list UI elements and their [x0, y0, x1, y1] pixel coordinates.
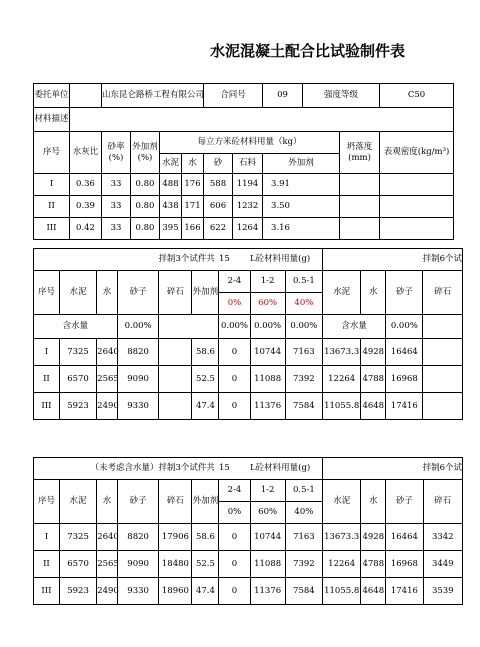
row-cement: 395	[160, 218, 182, 240]
row-density	[380, 196, 454, 218]
row-cement: 7325	[59, 339, 96, 366]
row-g3: 7584	[285, 393, 322, 420]
row-r-stone: 3539	[423, 578, 462, 605]
batch1-g2: 1-2	[250, 271, 285, 293]
row-wc: 0.36	[70, 174, 102, 196]
batch1-h-sand: 砂子	[117, 271, 158, 315]
batch1-banner-right: 拌制6个试	[323, 249, 463, 271]
row-r-stone	[423, 339, 463, 366]
row-sand-ratio: 33	[102, 196, 131, 218]
design-h-wc: 水灰比	[70, 132, 102, 174]
table-row	[34, 393, 463, 420]
row-sand: 606	[204, 196, 233, 218]
batch2-h-admix: 外加剂	[192, 480, 219, 524]
table-row	[34, 578, 463, 605]
row-water: 2490	[97, 578, 118, 605]
row-admix: 58.6	[192, 524, 219, 551]
row-g3: 7163	[285, 524, 322, 551]
batch1-r-cement: 水泥	[323, 271, 361, 315]
row-stone: 1232	[233, 196, 263, 218]
row-r-sand: 16464	[386, 339, 423, 366]
row-admix: 3.16	[263, 218, 340, 240]
row-stone	[159, 393, 192, 420]
batch2-r-stone: 碎石	[423, 480, 462, 524]
batch2-g1: 2-4	[219, 480, 250, 502]
row-sand: 8820	[117, 339, 158, 366]
row-r-cement: 11055.8	[323, 393, 361, 420]
row-seq: I	[34, 174, 70, 196]
design-h-group: 每立方米砼材料用量（kg）	[160, 132, 340, 154]
row-stone: 1264	[233, 218, 263, 240]
row-water: 176	[182, 174, 204, 196]
row-stone: 18960	[159, 578, 192, 605]
row-r-water: 4928	[361, 524, 386, 551]
row-cement: 6570	[59, 366, 96, 393]
batch2-p2: 60%	[250, 502, 285, 524]
batch1-banner-b: L砼材料用量(g)	[250, 249, 323, 271]
row-additive: 0.80	[131, 196, 160, 218]
design-h-water: 水	[182, 154, 204, 174]
row-stone	[159, 339, 192, 366]
row-admix: 52.5	[192, 366, 219, 393]
row-r-sand: 17416	[386, 393, 423, 420]
row-water: 171	[182, 196, 204, 218]
table-row	[34, 196, 454, 218]
row-g1: 0	[219, 524, 250, 551]
row-admix: 47.4	[192, 393, 219, 420]
table-row	[34, 551, 463, 578]
design-h-admix: 外加剂	[263, 154, 340, 174]
design-h-cement: 水泥	[160, 154, 182, 174]
row-cement: 6570	[59, 551, 96, 578]
row-admix: 3.50	[263, 196, 340, 218]
row-sand-ratio: 33	[102, 218, 131, 240]
row-admix: 47.4	[192, 578, 219, 605]
contract-label: 合同号	[204, 84, 263, 108]
batch1-banner-a: 拌制3个试件共	[34, 249, 219, 271]
table-row	[34, 366, 463, 393]
row-water: 2640	[97, 339, 118, 366]
batch2-p1: 0%	[219, 502, 250, 524]
batch1-banner-n: 15	[219, 249, 250, 271]
row-stone	[159, 366, 192, 393]
row-sand: 588	[204, 174, 233, 196]
row-r-sand: 16968	[386, 366, 423, 393]
batch1-moist-g2: 0.00%	[250, 315, 285, 339]
row-seq: II	[34, 366, 60, 393]
row-g2: 11088	[250, 551, 285, 578]
table-row	[34, 218, 454, 240]
design-h-additive: 外加剂(%)	[131, 132, 160, 174]
batch1-moist-label-r: 含水量	[323, 315, 386, 339]
row-r-water: 4788	[361, 551, 386, 578]
row-seq: III	[34, 578, 60, 605]
row-r-stone: 3342	[423, 524, 462, 551]
row-g1: 0	[219, 393, 250, 420]
row-r-stone: 3449	[423, 551, 462, 578]
row-g3: 7584	[285, 578, 322, 605]
row-slump	[340, 196, 380, 218]
row-wc: 0.39	[70, 196, 102, 218]
row-sand: 9090	[117, 551, 158, 578]
batch2-banner-right: 拌制6个试	[323, 458, 463, 480]
batch1-moist-g1: 0.00%	[219, 315, 250, 339]
row-g1: 0	[219, 578, 250, 605]
row-seq: II	[34, 196, 70, 218]
row-seq: III	[34, 218, 70, 240]
row-sand-ratio: 33	[102, 174, 131, 196]
batch2-h-seq: 序号	[34, 480, 60, 524]
page-title: 水泥混凝土配合比试验制件表	[210, 42, 406, 60]
row-g1: 0	[219, 339, 250, 366]
contract-value: 09	[263, 84, 303, 108]
row-r-water: 4928	[361, 339, 386, 366]
design-table	[33, 83, 454, 240]
row-density	[380, 218, 454, 240]
batch1-r-water: 水	[361, 271, 386, 315]
batch1-p3: 40%	[285, 293, 322, 315]
grade-label: 强度等级	[303, 84, 380, 108]
row-g1: 0	[219, 551, 250, 578]
row-water: 2565	[97, 551, 118, 578]
row-wc: 0.42	[70, 218, 102, 240]
row-r-sand: 16464	[386, 524, 423, 551]
row-cement: 5923	[59, 393, 96, 420]
row-water: 166	[182, 218, 204, 240]
batch2-h-sand: 砂子	[117, 480, 158, 524]
row-seq: I	[34, 339, 60, 366]
batch2-g2: 1-2	[250, 480, 285, 502]
row-r-stone	[423, 366, 463, 393]
batch1-g1: 2-4	[219, 271, 250, 293]
row-r-cement: 12264	[323, 366, 361, 393]
batch2-banner-a: （未考虑含水量）拌制3个试件共	[34, 458, 219, 480]
client-label: 委托单位	[34, 84, 70, 108]
batch1-moist-sand: 0.00%	[117, 315, 158, 339]
row-g3: 7163	[285, 339, 322, 366]
row-seq: II	[34, 551, 60, 578]
row-sand: 9330	[117, 578, 158, 605]
row-r-cement: 13673.3	[323, 524, 361, 551]
row-sand: 9090	[117, 366, 158, 393]
batch2-banner-b: L砼材料用量(g)	[250, 458, 323, 480]
batch2-banner-n: 15	[219, 458, 250, 480]
batch1-p1: 0%	[219, 293, 250, 315]
table-row	[34, 339, 463, 366]
row-r-cement: 11055.8	[323, 578, 361, 605]
batch1-h-water: 水	[97, 271, 118, 315]
batch2-r-sand: 砂子	[386, 480, 423, 524]
row-r-water: 4648	[361, 578, 386, 605]
row-additive: 0.80	[131, 218, 160, 240]
batch1-moist-sand-r: 0.00%	[386, 315, 423, 339]
batch2-table	[33, 457, 463, 605]
batch2-h-water: 水	[97, 480, 118, 524]
row-stone: 18480	[159, 551, 192, 578]
row-r-stone	[423, 393, 463, 420]
row-g2: 11088	[250, 366, 285, 393]
material-label: 材料描述	[34, 108, 70, 132]
row-stone: 17906	[159, 524, 192, 551]
design-h-sand-ratio: 砂率(%)	[102, 132, 131, 174]
batch2-p3: 40%	[285, 502, 322, 524]
row-slump	[340, 174, 380, 196]
client-value: 山东昆仑路桥工程有限公司	[102, 84, 204, 108]
row-g2: 11376	[250, 578, 285, 605]
batch1-p2: 60%	[250, 293, 285, 315]
row-sand: 9330	[117, 393, 158, 420]
row-g2: 10744	[250, 339, 285, 366]
row-seq: III	[34, 393, 60, 420]
row-seq: I	[34, 524, 60, 551]
batch1-r-stone: 碎石	[423, 271, 463, 315]
row-g3: 7392	[285, 551, 322, 578]
row-water: 2490	[97, 393, 118, 420]
row-cement: 5923	[59, 578, 96, 605]
batch2-h-stone: 碎石	[159, 480, 192, 524]
row-r-sand: 17416	[386, 578, 423, 605]
design-h-seq: 序号	[34, 132, 70, 174]
row-admix: 58.6	[192, 339, 219, 366]
design-h-stone: 石料	[233, 154, 263, 174]
row-g1: 0	[219, 366, 250, 393]
batch1-g3: 0.5-1	[285, 271, 322, 293]
row-cement: 488	[160, 174, 182, 196]
row-g3: 7392	[285, 366, 322, 393]
row-g2: 10744	[250, 524, 285, 551]
row-g2: 11376	[250, 393, 285, 420]
row-stone: 1194	[233, 174, 263, 196]
table-row	[34, 524, 463, 551]
row-admix: 3.91	[263, 174, 340, 196]
batch1-h-seq: 序号	[34, 271, 60, 315]
batch2-r-cement: 水泥	[323, 480, 361, 524]
row-admix: 52.5	[192, 551, 219, 578]
design-h-slump: 坍落度(mm)	[340, 132, 380, 174]
batch1-h-stone: 碎石	[159, 271, 192, 315]
row-r-water: 4788	[361, 366, 386, 393]
row-additive: 0.80	[131, 174, 160, 196]
row-density	[380, 174, 454, 196]
row-sand: 622	[204, 218, 233, 240]
row-cement: 438	[160, 196, 182, 218]
row-r-sand: 16968	[386, 551, 423, 578]
batch1-moisture-label: 含水量	[34, 315, 118, 339]
batch2-r-water: 水	[361, 480, 386, 524]
row-water: 2565	[97, 366, 118, 393]
batch1-r-sand: 砂子	[386, 271, 423, 315]
row-slump	[340, 218, 380, 240]
batch1-table	[33, 248, 463, 420]
row-r-cement: 12264	[323, 551, 361, 578]
grade-value: C50	[380, 84, 454, 108]
batch2-g3: 0.5-1	[285, 480, 322, 502]
batch1-moist-g3: 0.00%	[285, 315, 322, 339]
row-sand: 8820	[117, 524, 158, 551]
row-water: 2640	[97, 524, 118, 551]
row-r-water: 4648	[361, 393, 386, 420]
row-r-cement: 13673.3	[323, 339, 361, 366]
batch2-h-cement: 水泥	[59, 480, 96, 524]
batch1-h-cement: 水泥	[59, 271, 96, 315]
batch1-h-admix: 外加剂	[192, 271, 219, 315]
row-cement: 7325	[59, 524, 96, 551]
design-h-density: 表观密度(kg/m³)	[380, 132, 454, 174]
design-h-sand: 砂	[204, 154, 233, 174]
table-row	[34, 174, 454, 196]
